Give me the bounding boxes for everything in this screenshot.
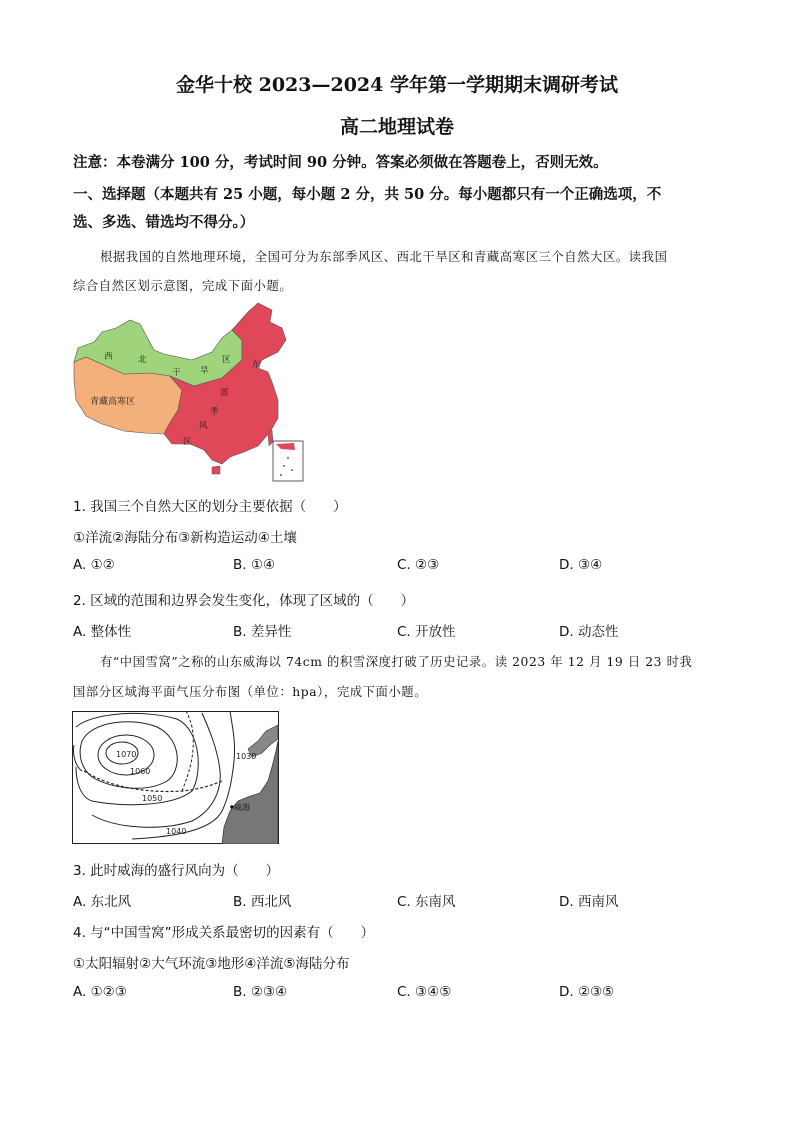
q4-statement: ①太阳辐射②大气环流③地形④洋流⑤海陆分布	[73, 956, 350, 972]
q3-stem: 3. 此时威海的盛行风向为（ ）	[73, 863, 280, 879]
east-char-3: 季	[210, 407, 219, 417]
q1-option-b[interactable]: B. ①④	[233, 557, 276, 573]
material1-line1: 根据我国的自然地理环境，全国可分为东部季风区、西北干旱区和青藏高寒区三个自然大区。读我国	[100, 250, 668, 264]
q1-statement: ①洋流②海陆分布③新构造运动④土壤	[73, 530, 297, 546]
qingzang-label: 青藏高寒区	[90, 397, 136, 407]
q4-stem: 4. 与“中国雪窝”形成关系最密切的因素有（ ）	[73, 925, 375, 941]
q3-option-a[interactable]: A. 东北风	[73, 894, 132, 910]
nw-char-3: 干	[172, 368, 181, 378]
nw-char-2: 北	[138, 355, 147, 365]
notice-text: 注意：本卷满分 100 分，考试时间 90 分钟。答案必须做在答题卷上，否则无效。	[73, 154, 608, 171]
material2-line1: 有“中国雪窝”之称的山东威海以 74cm 的积雪深度打破了历史记录。读 2023 年 12 月 19 日 23 时我	[100, 655, 693, 669]
material1-line2: 综合自然区划示意图，完成下面小题。	[73, 279, 293, 293]
q4-option-c[interactable]: C. ③④⑤	[397, 984, 452, 1000]
q2-option-d[interactable]: D. 动态性	[559, 624, 619, 640]
nw-char-5: 区	[222, 355, 231, 365]
q1-option-a[interactable]: A. ①②	[73, 557, 115, 573]
isobar-map	[72, 711, 279, 844]
q2-option-a[interactable]: A. 整体性	[73, 624, 132, 640]
isobar-label-1050: 1050	[142, 794, 163, 803]
q2-stem: 2. 区域的范围和边界会发生变化，体现了区域的（ ）	[73, 593, 415, 609]
east-char-5: 区	[183, 437, 192, 447]
east-char-2: 部	[220, 388, 229, 398]
exam-title: 金华十校 2023—2024 学年第一学期期末调研考试	[176, 74, 618, 96]
q2-option-c[interactable]: C. 开放性	[397, 624, 456, 640]
material2-line2: 国部分区域海平面气压分布图（单位：hpa），完成下面小题。	[73, 685, 428, 699]
east-char-1: 东	[252, 360, 261, 370]
isobar-label-1040: 1040	[166, 827, 187, 836]
isobar-label-1060: 1060	[130, 767, 151, 776]
q3-option-b[interactable]: B. 西北风	[233, 894, 292, 910]
q3-option-d[interactable]: D. 西南风	[559, 894, 619, 910]
weihai-label: 威海	[234, 803, 250, 812]
q1-option-d[interactable]: D. ③④	[559, 557, 603, 573]
q4-option-b[interactable]: B. ②③④	[233, 984, 288, 1000]
hainan-island	[212, 466, 220, 474]
china-regions-map	[72, 300, 312, 485]
isobar-label-1070: 1070	[116, 750, 137, 759]
east-char-4: 风	[199, 421, 208, 431]
section-heading-line1: 一、选择题（本题共有 25 小题，每小题 2 分，共 50 分。每小题都只有一个正确选项，不	[73, 186, 662, 203]
isobar-label-1030: 1030	[236, 752, 257, 761]
q1-option-c[interactable]: C. ②③	[397, 557, 440, 573]
q3-option-c[interactable]: C. 东南风	[397, 894, 456, 910]
nw-char-1: 西	[104, 352, 113, 362]
q4-option-d[interactable]: D. ②③⑤	[559, 984, 615, 1000]
q1-stem: 1. 我国三个自然大区的划分主要依据（ ）	[73, 499, 347, 515]
exam-subtitle: 高二地理试卷	[339, 116, 454, 138]
q2-option-b[interactable]: B. 差异性	[233, 624, 292, 640]
nw-char-4: 旱	[200, 366, 209, 376]
section-heading-line2: 选、多选、错选均不得分。）	[73, 214, 255, 231]
q4-option-a[interactable]: A. ①②③	[73, 984, 127, 1000]
